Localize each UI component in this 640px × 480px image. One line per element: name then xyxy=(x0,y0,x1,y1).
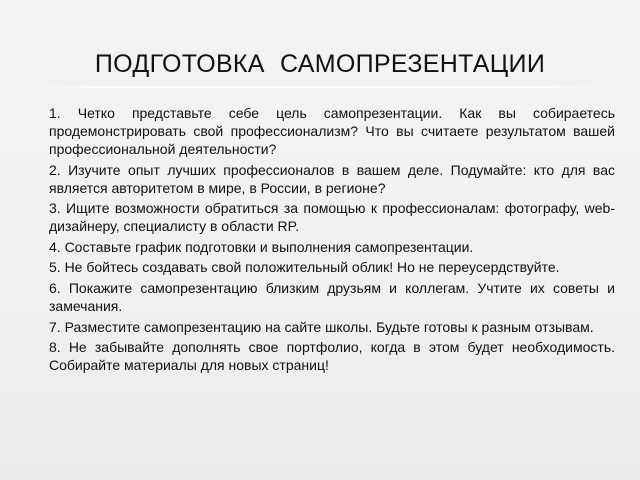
list-item: 8. Не забывайте дополнять свое портфолио, когда в этом будет необходимость. Собирайте материалы для новых страниц! xyxy=(49,339,615,374)
list-item: 3. Ищите возможности обратиться за помощью к профессионалам: фотографу, web-дизайнеру, специалисту в области RP. xyxy=(49,200,615,235)
slide-title: ПОДГОТОВКА САМОПРЕЗЕНТАЦИИ xyxy=(94,50,546,78)
list-item: 4. Составьте график подготовки и выполнения самопрезентации. xyxy=(49,238,474,255)
title-divider xyxy=(34,86,606,88)
steps-list xyxy=(49,104,615,377)
list-item: 5. Не бойтесь создавать свой положительный облик! Но не переусердствуйте. xyxy=(49,259,560,276)
list-item: 7. Разместите самопрезентацию на сайте школы. Будьте готовы к разным отзывам. xyxy=(49,318,594,335)
list-item: 6. Покажите самопрезентацию близким друзьям и коллегам. Учтите их советы и замечания. xyxy=(49,279,615,314)
list-item: 1. Четко представьте себе цель самопрезентации. Как вы собираетесь продемонстрировать свой профессионализм? Что вы считаете результатом вашей профессиональной деятельности? xyxy=(49,105,615,157)
list-item: 2. Изучите опыт лучших профессионалов в вашем деле. Подумайте: кто для вас является авторитетом в мире, в России, в регионе? xyxy=(49,161,615,196)
